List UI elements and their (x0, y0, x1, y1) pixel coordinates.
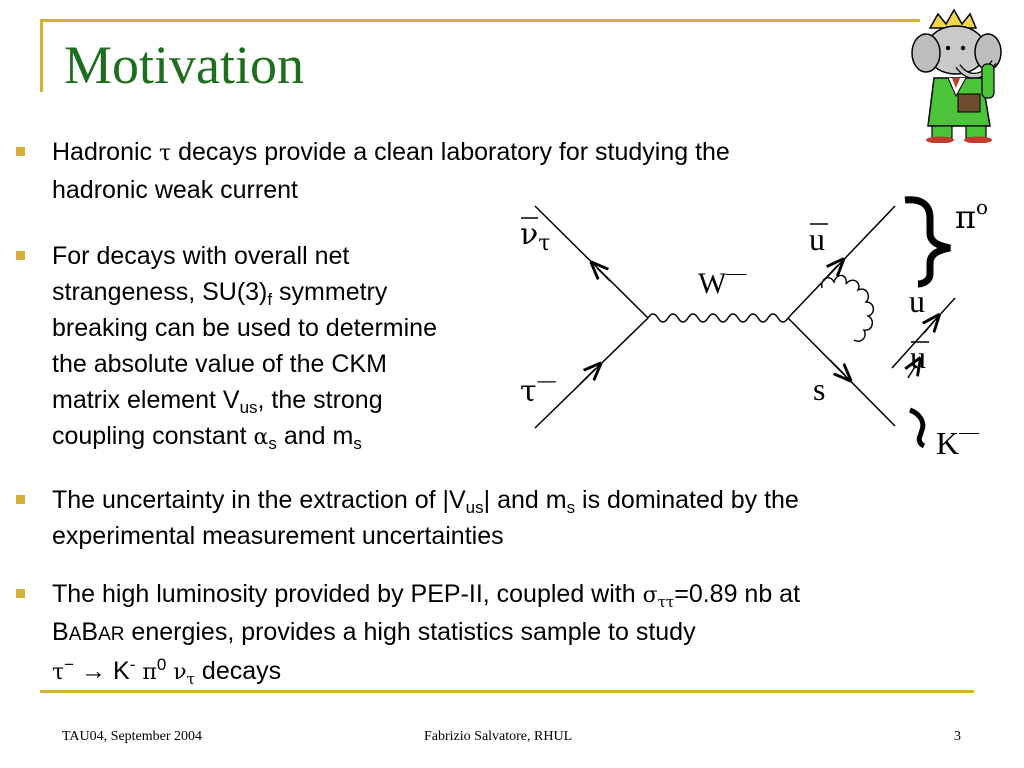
babar-ar: AR (98, 624, 125, 645)
text-run: breaking can be used to determine (52, 314, 437, 342)
label-pi0-sup: o (976, 195, 989, 219)
pi0-brace-icon (905, 200, 950, 284)
subscript: us (465, 498, 484, 517)
footer-rule (40, 690, 974, 693)
greek-alpha: α (253, 425, 269, 450)
label-s: s (813, 371, 826, 407)
svg-text:W— (698, 262, 747, 300)
footer-page-number: 3 (954, 729, 961, 744)
svg-text:πo (955, 195, 988, 236)
label-w-sup: — (726, 262, 747, 284)
text-run: =0.89 nb at (674, 580, 801, 608)
svg-text:τ— (520, 368, 557, 409)
svg-text:K— (936, 421, 980, 461)
tau-arrow-icon (580, 369, 595, 384)
text-run: matrix element V (52, 386, 240, 414)
w-boson-line (648, 314, 788, 322)
text-run: , the strong (257, 386, 383, 414)
bullet-strangeness (52, 238, 512, 456)
bullet-square-icon (16, 495, 25, 504)
babar-elephant-logo (908, 8, 1020, 143)
bullet-uncertainty (52, 482, 982, 554)
bullet-luminosity (52, 576, 982, 691)
babar-b: B (52, 618, 69, 646)
footer-conference: TAU04, September 2004 (62, 729, 203, 744)
subscript-tautau: ττ (657, 593, 675, 611)
u-bar-line (788, 206, 895, 318)
babar-b: B (81, 618, 99, 646)
s-arrow-icon (830, 360, 845, 375)
greek-pi: π (135, 660, 157, 685)
k-minus-brace-icon (910, 410, 924, 446)
footer-author: Fabrizio Salvatore, RHUL (424, 729, 573, 744)
text-run: The uncertainty in the extraction of |V (52, 486, 466, 514)
label-u-bar-top: u (809, 221, 825, 257)
label-k-sup: — (959, 421, 980, 443)
subscript-tau: τ (186, 670, 195, 688)
gluon-line (822, 275, 874, 341)
nu-tau-line (535, 206, 648, 318)
text-run: the absolute value of the CKM (52, 350, 387, 378)
title-frame-left-rule (40, 19, 43, 92)
subscript: us (239, 398, 258, 417)
label-tau: τ (520, 374, 537, 409)
text-run: The high luminosity provided by PEP-II, coupled with (52, 580, 643, 608)
text-run: | and m (483, 486, 567, 514)
label-k: K (936, 425, 960, 461)
label-nu-sub: τ (538, 231, 551, 256)
label-u-bar-mid: u (910, 339, 926, 375)
bullet-square-icon (16, 251, 25, 260)
text-run: decays provide a clean laboratory for studying the (171, 138, 730, 166)
u-arrow-icon (924, 321, 934, 333)
subscript: s (566, 498, 576, 517)
greek-sigma: σ (642, 583, 658, 608)
text-run: → K (74, 657, 130, 685)
svg-text:ντ (520, 217, 550, 256)
u-bar-arrow-icon (825, 265, 838, 279)
label-nu: ν (520, 217, 539, 252)
bullet-square-icon (16, 589, 25, 598)
superscript: - (129, 655, 136, 674)
superscript: − (64, 655, 75, 674)
text-run: energies, provides a high statistics sample to study (124, 618, 696, 646)
bullet-square-icon (16, 147, 25, 156)
text-run: Hadronic (52, 138, 159, 166)
feynman-diagram (500, 188, 1000, 463)
text-run: hadronic weak current (52, 176, 298, 204)
nu-tau-arrow-icon (597, 268, 610, 281)
subscript: s (353, 434, 362, 453)
subscript: f (267, 290, 273, 309)
text-run: decays (194, 657, 282, 685)
text-run: strangeness, SU(3) (52, 278, 268, 306)
text-run: experimental measurement uncertainties (52, 522, 504, 550)
greek-tau: τ (159, 141, 172, 166)
greek-nu: ν (166, 660, 187, 685)
subscript: s (268, 434, 277, 453)
title-frame-top-rule (40, 19, 920, 22)
babar-a: A (68, 624, 82, 645)
greek-tau: τ (52, 660, 65, 685)
text-run: symmetry (272, 278, 388, 306)
superscript: 0 (156, 655, 167, 674)
text-run: and m (276, 422, 354, 450)
label-tau-sup: — (536, 368, 557, 392)
label-w: W (698, 267, 727, 300)
label-u: u (909, 283, 925, 319)
text-run: coupling constant (52, 422, 254, 450)
text-run: is dominated by the (575, 486, 799, 514)
slide-title: Motivation (64, 35, 304, 95)
label-pi0: π (955, 198, 977, 236)
text-run: For decays with overall net (52, 242, 350, 270)
